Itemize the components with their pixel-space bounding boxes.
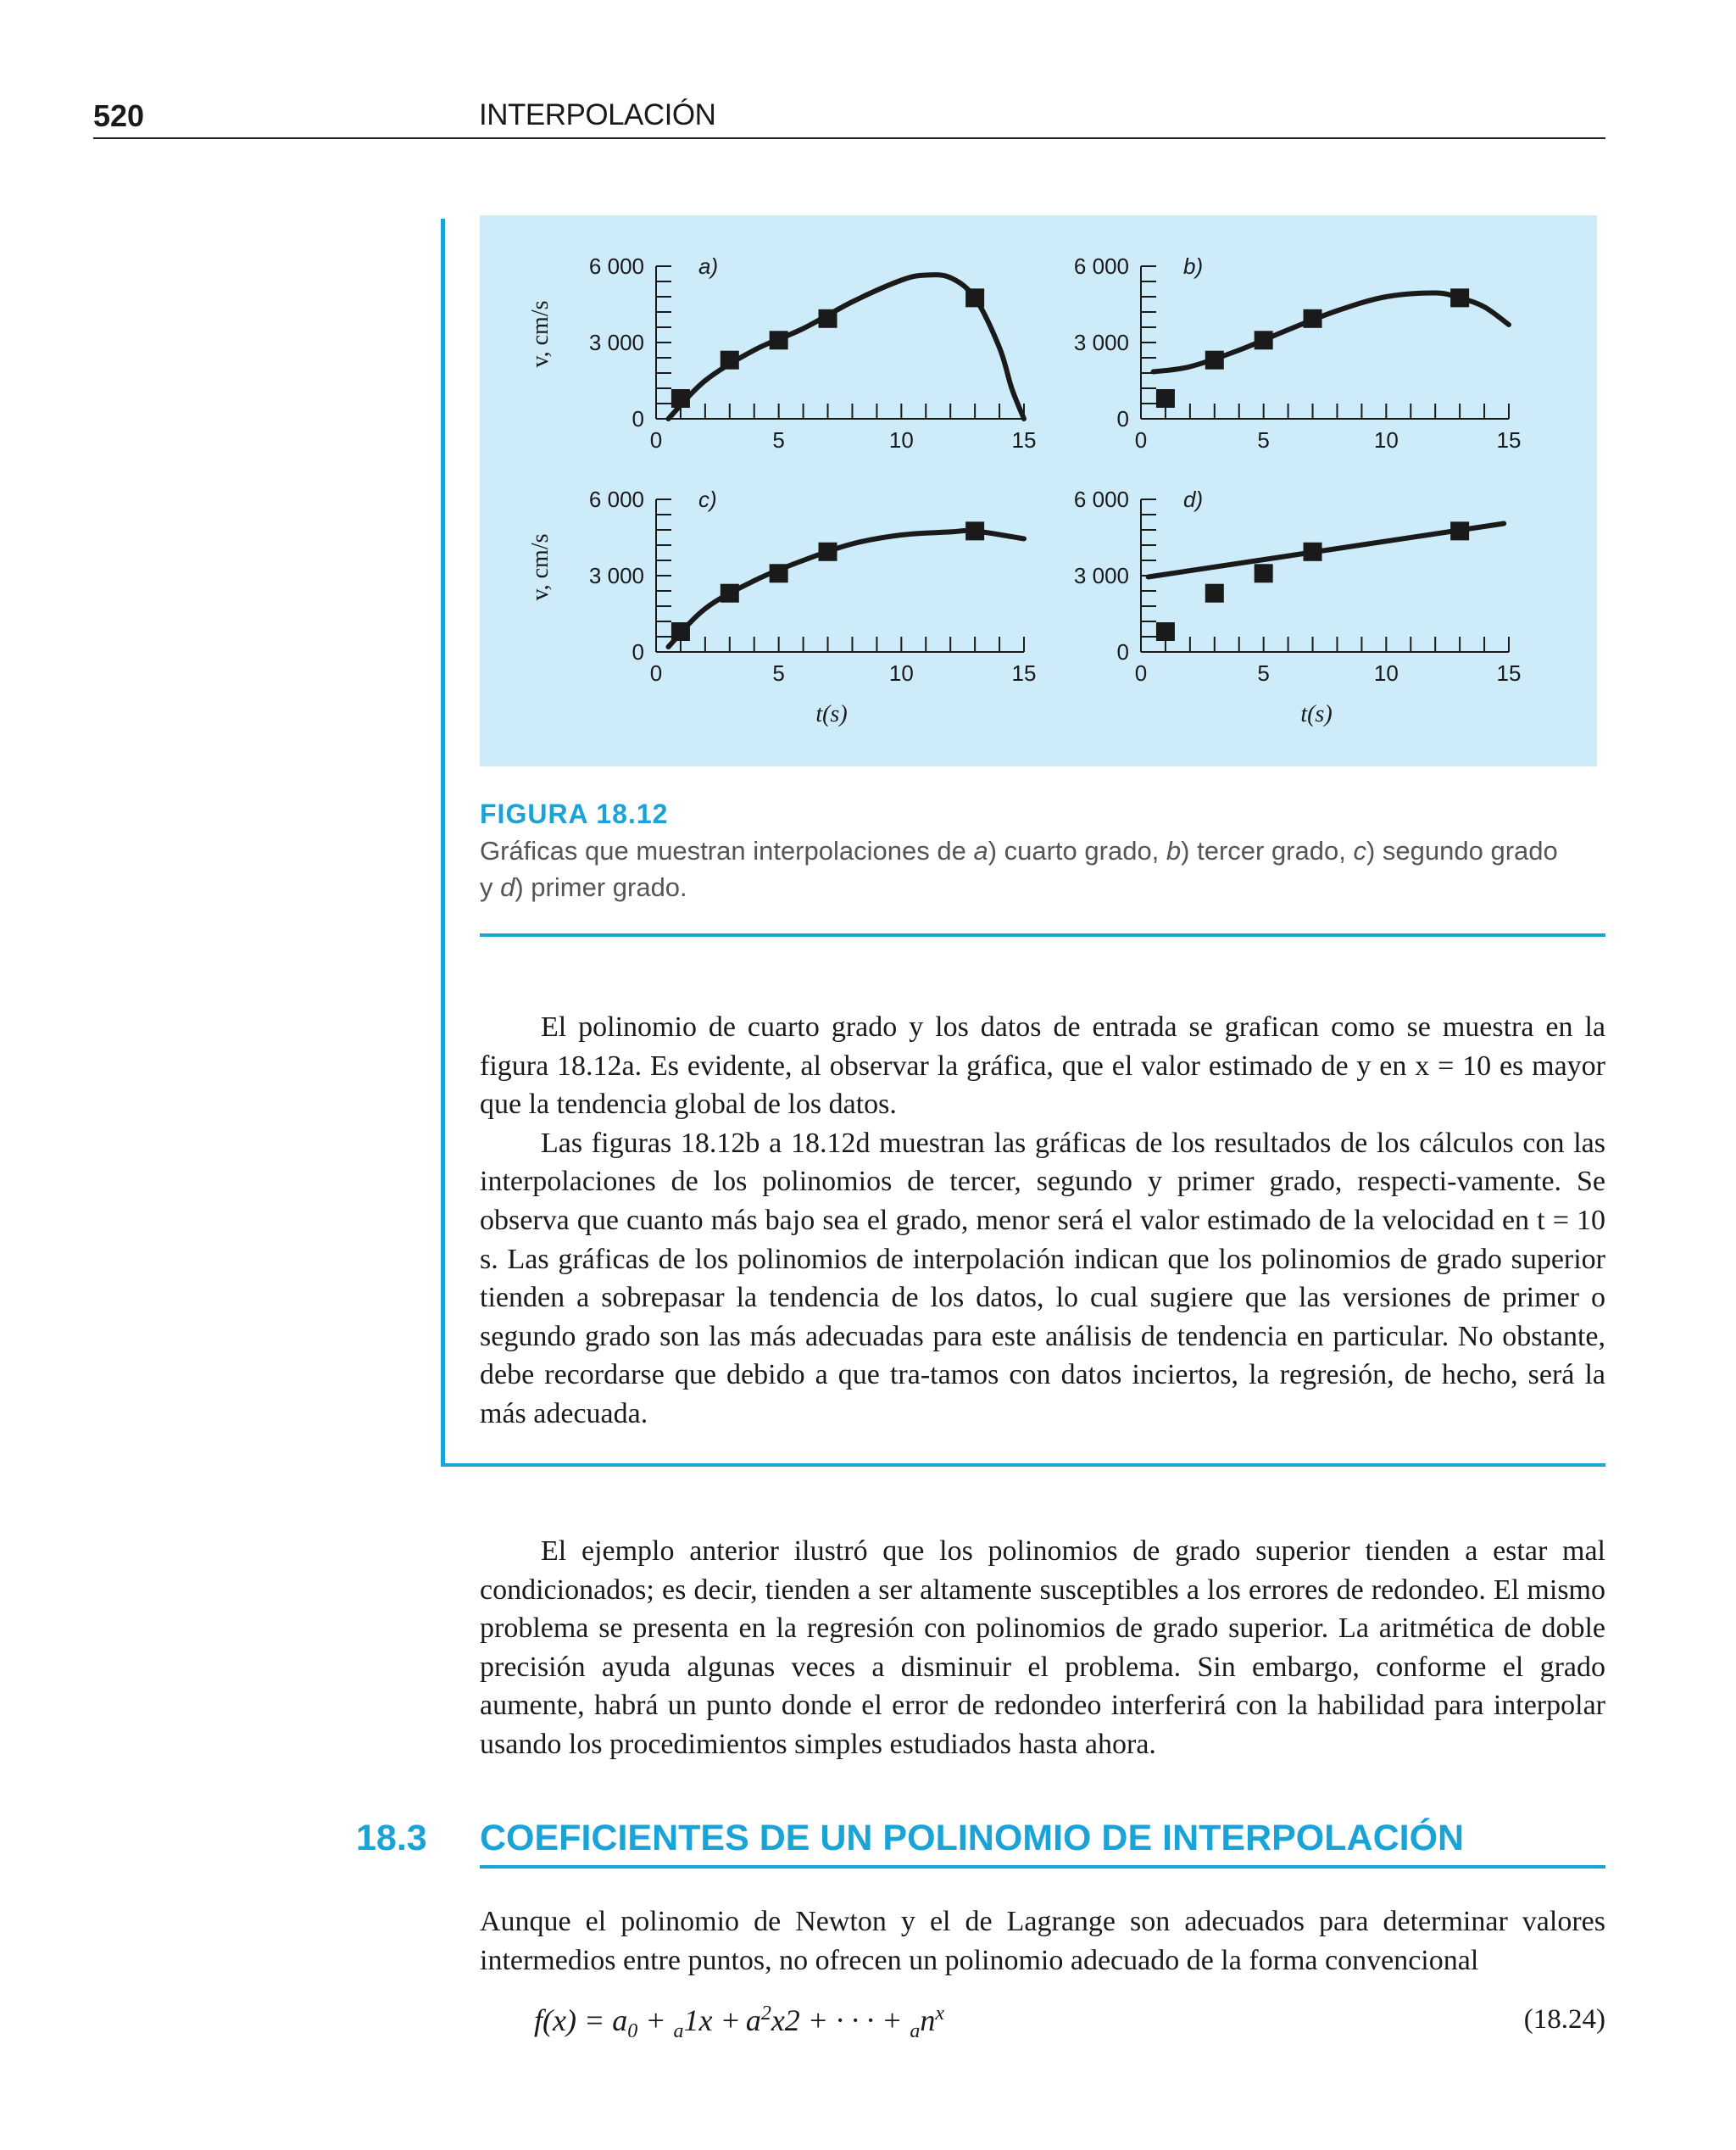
x-axis-title: t(s) bbox=[1300, 701, 1333, 727]
x-axis-title: t(s) bbox=[815, 701, 848, 727]
main-text bbox=[480, 1532, 1605, 1764]
figure-panel bbox=[480, 215, 1597, 766]
equation-subscript: a bbox=[673, 2020, 684, 2043]
section-paragraph: Aunque el polinomio de Newton y el de Lagrange son adecuados para determinar valores intermedios entre puntos, no ofrecen un polinomio adecuado de la forma convencional bbox=[480, 1906, 1605, 1976]
x-tick-label: 0 bbox=[649, 660, 663, 686]
x-tick-label: 0 bbox=[1134, 427, 1148, 453]
figure-caption-text bbox=[480, 833, 1573, 905]
equation-term: + bbox=[637, 2003, 674, 2037]
y-axis-title: v, cm/s bbox=[527, 300, 554, 368]
data-point bbox=[1156, 622, 1175, 641]
equation-superscript: 2 bbox=[760, 2002, 771, 2025]
data-point bbox=[671, 622, 690, 641]
page-number: 520 bbox=[93, 98, 145, 133]
x-tick-label: 0 bbox=[1134, 660, 1148, 686]
example-rule-bottom bbox=[441, 1463, 1605, 1467]
data-point bbox=[965, 288, 984, 307]
data-point bbox=[1255, 564, 1273, 582]
section-text bbox=[480, 1902, 1605, 1980]
data-point bbox=[671, 389, 690, 408]
section-heading bbox=[356, 1818, 1605, 1867]
x-tick-label: 15 bbox=[1011, 427, 1037, 453]
x-tick-label: 5 bbox=[1257, 660, 1270, 686]
equation-number: (18.24) bbox=[1523, 2004, 1605, 2035]
caption-text-3: ) tercer grado, bbox=[1181, 836, 1354, 866]
caption-ref-a: a bbox=[973, 836, 988, 866]
data-point bbox=[770, 331, 788, 349]
example-paragraph: El polinomio de cuarto grado y los datos de entrada se grafican como se muestra en la figura 18.12a. Es evidente, al observar la gráfica, que el valor estimado de y en x = 10 es mayor que la tendencia global de los datos. bbox=[480, 1011, 1605, 1121]
y-tick-label: 3 000 bbox=[588, 563, 644, 588]
y-tick-label: 0 bbox=[1116, 639, 1129, 665]
figure-caption-title: FIGURA 18.12 bbox=[480, 799, 669, 829]
equation-18-24 bbox=[534, 2002, 944, 2043]
x-tick-label: 5 bbox=[1257, 427, 1270, 453]
y-tick-label: 3 000 bbox=[1073, 330, 1129, 355]
section-number: 18.3 bbox=[356, 1818, 427, 1858]
y-tick-label: 3 000 bbox=[1073, 563, 1129, 588]
data-point bbox=[1450, 288, 1469, 307]
data-point bbox=[1205, 351, 1224, 370]
x-tick-label: 5 bbox=[772, 660, 785, 686]
x-tick-label: 10 bbox=[888, 660, 914, 686]
x-tick-label: 0 bbox=[649, 427, 663, 453]
y-tick-label: 6 000 bbox=[588, 253, 644, 279]
panel-label: b) bbox=[1183, 253, 1204, 279]
caption-ref-d: d bbox=[500, 872, 515, 902]
data-point bbox=[1205, 584, 1224, 603]
main-paragraph: El ejemplo anterior ilustró que los polinomios de grado superior tienden a estar mal condicionados; es decir, tienden a ser altamente susceptibles a los errores de redondeo. El mismo problema se presenta en la regresión con polinomios de grado superior. La aritmética de doble precisión ayuda algunas veces a disminuir el problema. Sin embargo, conforme el grado aumente, habrá un punto donde el error de redondeo interferirá con la habilidad para interpolar usando los procedimientos simples estudiados hasta ahora. bbox=[480, 1535, 1605, 1760]
caption-ref-b: b bbox=[1166, 836, 1182, 866]
data-point bbox=[1304, 309, 1322, 328]
x-tick-label: 5 bbox=[772, 427, 785, 453]
y-tick-label: 0 bbox=[1116, 406, 1129, 432]
equation-subscript: 0 bbox=[627, 2020, 638, 2043]
caption-text-2: ) cuarto grado, bbox=[988, 836, 1166, 866]
equation-term: f(x) = a bbox=[534, 2003, 628, 2037]
y-tick-label: 6 000 bbox=[1073, 253, 1129, 279]
running-title: INTERPOLACIÓN bbox=[479, 98, 716, 131]
figure-charts bbox=[480, 215, 1597, 766]
data-point bbox=[721, 351, 739, 370]
section-rule bbox=[480, 1865, 1605, 1869]
x-tick-label: 15 bbox=[1496, 427, 1522, 453]
x-tick-label: 10 bbox=[888, 427, 914, 453]
panel-label: c) bbox=[698, 487, 717, 512]
data-point bbox=[721, 584, 739, 603]
caption-ref-c: c bbox=[1353, 836, 1366, 866]
y-tick-label: 6 000 bbox=[588, 487, 644, 512]
data-point bbox=[1255, 331, 1273, 349]
caption-text-1: Gráficas que muestran interpolaciones de bbox=[480, 836, 974, 866]
data-point bbox=[1450, 521, 1469, 540]
equation-term: a bbox=[745, 2003, 761, 2037]
running-head bbox=[93, 95, 1605, 139]
panel-label: a) bbox=[698, 253, 719, 279]
x-tick-label: 15 bbox=[1496, 660, 1522, 686]
data-point bbox=[1304, 543, 1322, 561]
x-tick-label: 10 bbox=[1373, 660, 1399, 686]
data-point bbox=[819, 309, 837, 328]
equation-subscript: a bbox=[910, 2020, 921, 2043]
data-point bbox=[1156, 389, 1175, 408]
x-tick-label: 10 bbox=[1373, 427, 1399, 453]
equation-term: n bbox=[920, 2003, 936, 2037]
y-tick-label: 6 000 bbox=[1073, 487, 1129, 512]
y-tick-label: 0 bbox=[632, 406, 644, 432]
x-tick-label: 15 bbox=[1011, 660, 1037, 686]
data-point bbox=[819, 543, 837, 561]
section-title: COEFICIENTES DE UN POLINOMIO DE INTERPOLACIÓN bbox=[480, 1818, 1465, 1858]
equation-term: 1x + bbox=[683, 2003, 741, 2037]
caption-rule bbox=[480, 933, 1605, 937]
y-axis-title: v, cm/s bbox=[527, 533, 554, 601]
equation-term: x2 + · · · + bbox=[771, 2003, 910, 2037]
data-point bbox=[965, 521, 984, 540]
data-point bbox=[770, 564, 788, 582]
panel-label: d) bbox=[1183, 487, 1204, 512]
example-rule-left bbox=[441, 219, 445, 1467]
example-discussion bbox=[480, 1008, 1605, 1434]
caption-text-4: ) segundo grado y bbox=[480, 836, 1558, 902]
example-paragraph: Las figuras 18.12b a 18.12d muestran las gráficas de los resultados de los cálculos con las interpolaciones de los polinomios de tercer, segundo y primer grado, respecti-vamente. Se observa que cuanto más bajo sea el grado, menor será el valor estimado de la velocidad en t = 10 s. Las gráficas de los polinomios de interpolación indican que los polinomios de grado superior tienden a sobrepasar la tendencia de los datos, lo cual sugiere que las versiones de primer o segundo grado son las más adecuadas para este análisis de tendencia en particular. No obstante, debe recordarse que debido a que tra-tamos con datos inciertos, la regresión, de hecho, será la más adecuada. bbox=[480, 1127, 1605, 1429]
equation-superscript: x bbox=[935, 2002, 945, 2025]
caption-text-5: ) primer grado. bbox=[515, 872, 687, 902]
y-tick-label: 0 bbox=[632, 639, 644, 665]
y-tick-label: 3 000 bbox=[588, 330, 644, 355]
